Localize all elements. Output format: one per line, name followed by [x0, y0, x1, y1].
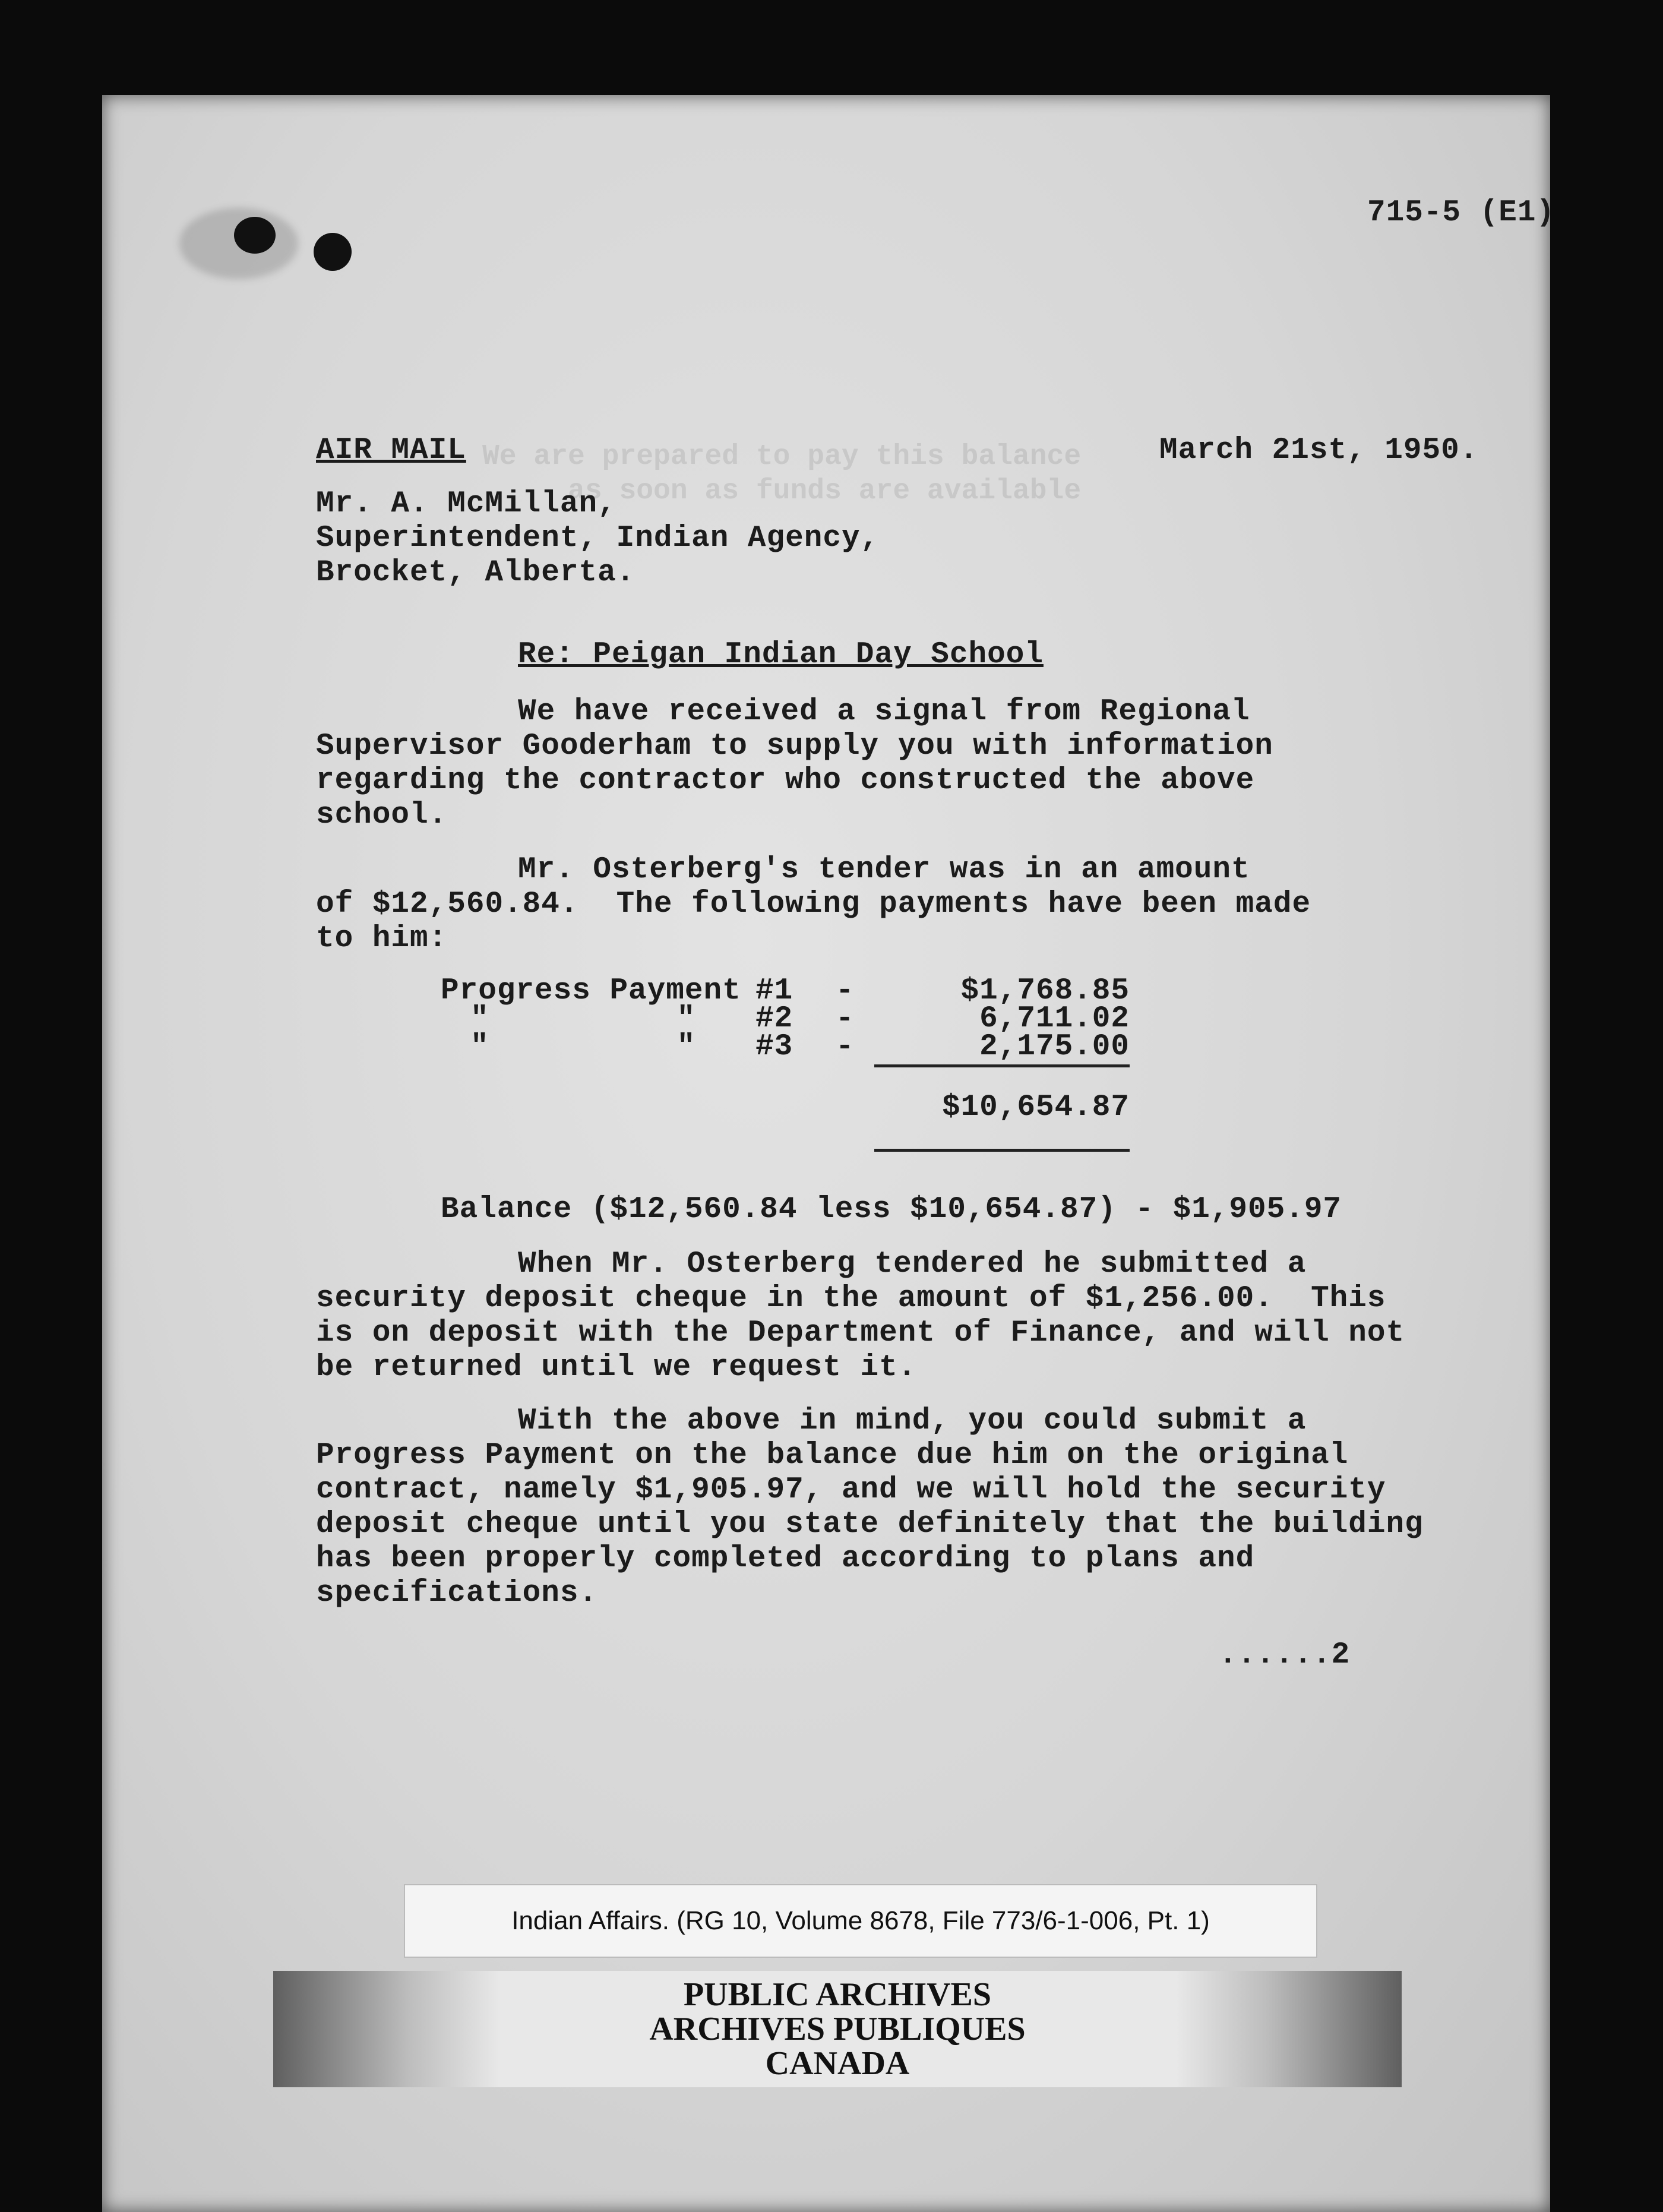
payment-number: #1 — [755, 974, 793, 1008]
punch-hole-left — [234, 217, 276, 254]
para4-line: Progress Payment on the balance due him on the original — [316, 1439, 1349, 1472]
para3-line: is on deposit with the Department of Finance, and will not — [316, 1316, 1405, 1350]
page-continuation: ......2 — [1219, 1638, 1351, 1672]
bleed-through-text: as soon as funds are available — [482, 475, 1082, 507]
para4-line: specifications. — [316, 1576, 598, 1610]
letter-date: March 21st, 1950. — [1159, 434, 1479, 467]
delivery-method: AIR MAIL — [316, 434, 466, 467]
balance-line: Balance ($12,560.84 less $10,654.87) - $1,905.97 — [441, 1193, 1342, 1227]
payment-label: " " — [470, 1002, 696, 1036]
recipient-address: Brocket, Alberta. — [316, 556, 636, 590]
archive-caption: Indian Affairs. (RG 10, Volume 8678, File 773/6-1-006, Pt. 1) — [404, 1884, 1317, 1958]
para2-line: Mr. Osterberg's tender was in an amount — [518, 853, 1250, 887]
payment-dash: - — [836, 1002, 855, 1036]
archives-stamp — [273, 1971, 1402, 2087]
stamp-line: CANADA — [765, 2045, 910, 2082]
stamp-line: PUBLIC ARCHIVES — [683, 1976, 992, 2013]
punch-hole-right — [314, 233, 352, 271]
subject-line: Re: Peigan Indian Day School — [518, 638, 1044, 672]
payment-number: #2 — [755, 1002, 793, 1036]
stamp-line: ARCHIVES PUBLIQUES — [649, 2011, 1026, 2047]
payment-amount: 6,711.02 — [979, 1002, 1130, 1036]
payment-dash: - — [836, 974, 855, 1008]
para2-line: to him: — [316, 922, 448, 956]
para1-line: regarding the contractor who constructed the above — [316, 764, 1255, 798]
payment-amount: $1,768.85 — [960, 974, 1130, 1008]
recipient-title: Superintendent, Indian Agency, — [316, 522, 880, 555]
subtotal-rule — [874, 1064, 1130, 1067]
bleed-through-text: We are prepared to pay this balance — [482, 441, 1082, 473]
para3-line: be returned until we request it. — [316, 1351, 917, 1385]
payment-label: " " — [470, 1030, 696, 1064]
payment-label: Progress Payment — [441, 974, 741, 1008]
payment-amount: 2,175.00 — [979, 1030, 1130, 1064]
para4-line: deposit cheque until you state definitely that the building — [316, 1508, 1424, 1541]
file-reference: 715-5 (E1) — [1367, 196, 1555, 230]
para2-line: of $12,560.84. The following payments have been made — [316, 887, 1311, 921]
para1-line: We have received a signal from Regional — [518, 695, 1250, 729]
payment-dash: - — [836, 1030, 855, 1064]
recipient-name: Mr. A. McMillan, — [316, 487, 616, 521]
para1-line: school. — [316, 798, 448, 832]
para4-line: contract, namely $1,905.97, and we will hold the security — [316, 1473, 1386, 1507]
total-rule — [874, 1149, 1130, 1152]
para1-line: Supervisor Gooderham to supply you with information — [316, 729, 1273, 763]
para3-line: security deposit cheque in the amount of $1,256.00. This — [316, 1282, 1386, 1316]
para4-line: has been properly completed according to plans and — [316, 1542, 1255, 1576]
payment-number: #3 — [755, 1030, 793, 1064]
payments-total: $10,654.87 — [941, 1091, 1130, 1124]
para3-line: When Mr. Osterberg tendered he submitted a — [518, 1247, 1307, 1281]
para4-line: With the above in mind, you could submit a — [518, 1404, 1307, 1438]
